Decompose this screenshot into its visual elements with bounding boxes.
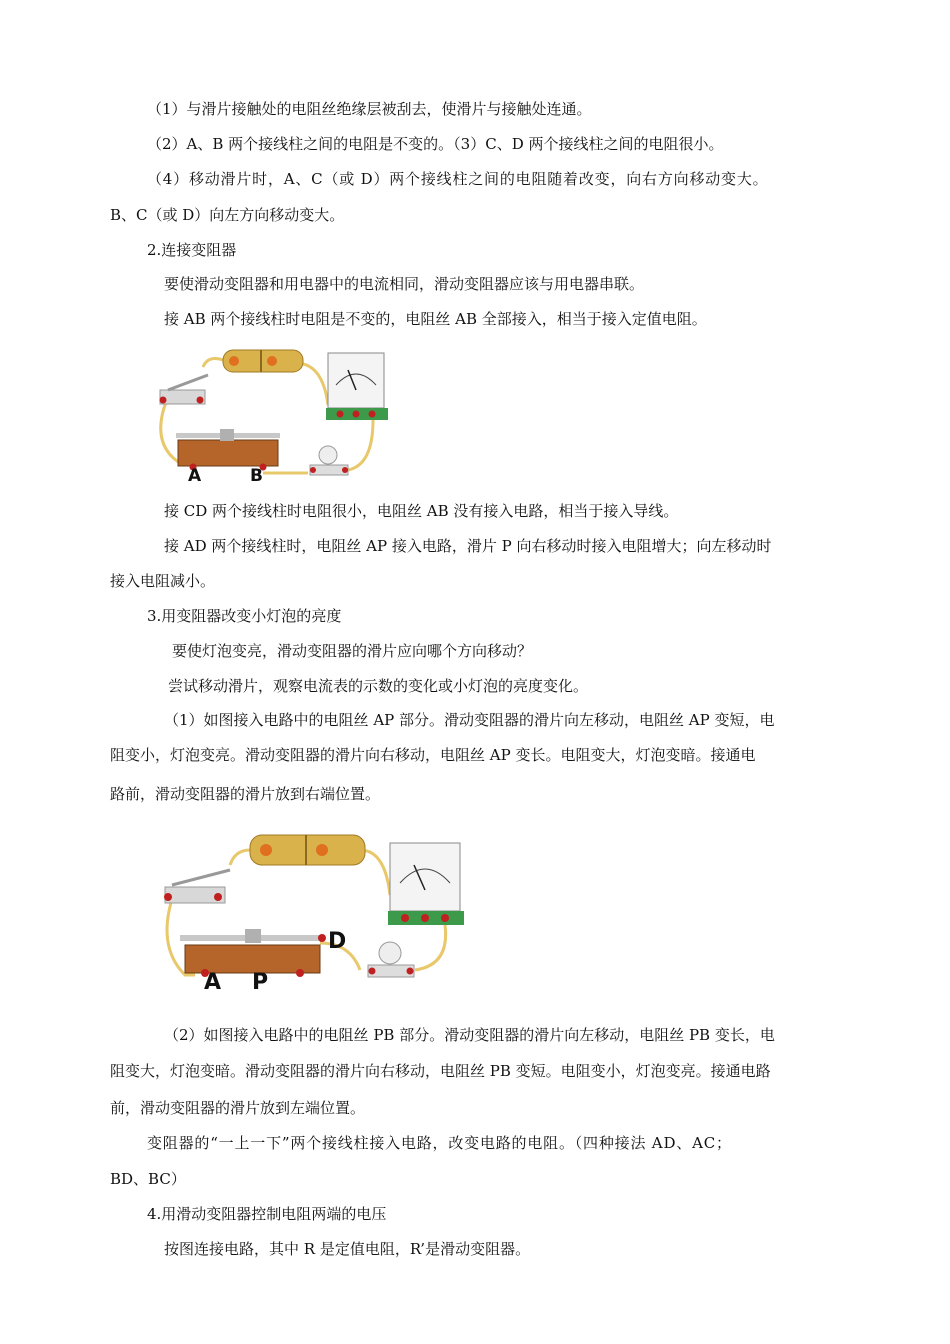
slider-label-p: P: [252, 970, 269, 995]
text-line-8: 接 CD 两个接线柱时电阻很小，电阻丝 AB 没有接入电路，相当于接入导线。: [164, 502, 679, 520]
text-line-13: 尝试移动滑片，观察电流表的示数的变化或小灯泡的亮度变化。: [168, 677, 589, 695]
circuit-figure-ab: [148, 345, 398, 490]
circuit-diagram-ab: [148, 345, 398, 490]
text-line-21: BD、BC）: [110, 1170, 186, 1188]
text-line-1: （1）与滑片接触处的电阻丝绝缘层被刮去，使滑片与接触处连通。: [147, 100, 592, 118]
text-line-16: 路前，滑动变阻器的滑片放到右端位置。: [110, 785, 381, 803]
section-heading-3: 3.用变阻器改变小灯泡的亮度: [147, 607, 342, 625]
text-line-20: 变阻器的“一上一下”两个接线柱接入电路，改变电路的电阻。（四种接法 AD、AC；: [147, 1134, 732, 1152]
text-line-2: （2）A、B 两个接线柱之间的电阻是不变的。（3）C、D 两个接线柱之间的电阻很小。: [147, 135, 724, 153]
text-line-14: （1）如图接入电路中的电阻丝 AP 部分。滑动变阻器的滑片向左移动，电阻丝 AP 变短，电: [164, 711, 775, 729]
terminal-label-a: A: [204, 970, 222, 995]
text-line-18: 阻变大，灯泡变暗。滑动变阻器的滑片向右移动，电阻丝 PB 变短。电阻变小，灯泡变亮。接通电路: [110, 1062, 771, 1080]
text-line-10: 接入电阻减小。: [110, 572, 216, 590]
text-line-15: 阻变小，灯泡变亮。滑动变阻器的滑片向右移动，电阻丝 AP 变长。电阻变大，灯泡变暗。接通电: [110, 746, 756, 764]
section-heading-4: 4.用滑动变阻器控制电阻两端的电压: [147, 1205, 387, 1223]
text-line-3: （4）移动滑片时，A、C（或 D）两个接线柱之间的电阻随着改变，向右方向移动变大。: [147, 170, 769, 188]
text-line-12: 要使灯泡变亮，滑动变阻器的滑片应向哪个方向移动？: [172, 642, 533, 660]
terminal-label-d: D: [328, 929, 347, 954]
circuit-figure-ap: [150, 825, 470, 995]
terminal-label-b: B: [250, 466, 263, 486]
text-line-7: 接 AB 两个接线柱时电阻是不变的，电阻丝 AB 全部接入，相当于接入定值电阻。: [164, 310, 707, 328]
terminal-label-a: A: [188, 466, 202, 486]
text-line-17: （2）如图接入电路中的电阻丝 PB 部分。滑动变阻器的滑片向左移动，电阻丝 PB 变长，电: [164, 1026, 775, 1044]
text-line-23: 按图连接电路，其中 R 是定值电阻，R’是滑动变阻器。: [164, 1240, 531, 1258]
section-heading-2: 2.连接变阻器: [147, 241, 237, 259]
text-line-6: 要使滑动变阻器和用电器中的电流相同，滑动变阻器应该与用电器串联。: [164, 275, 645, 293]
text-line-4: B、C（或 D）向左方向移动变大。: [110, 206, 345, 224]
text-line-9: 接 AD 两个接线柱时，电阻丝 AP 接入电路，滑片 P 向右移动时接入电阻增大；向左移动时: [164, 537, 772, 555]
circuit-diagram-ap: [150, 825, 470, 995]
text-line-19: 前，滑动变阻器的滑片放到左端位置。: [110, 1099, 366, 1117]
